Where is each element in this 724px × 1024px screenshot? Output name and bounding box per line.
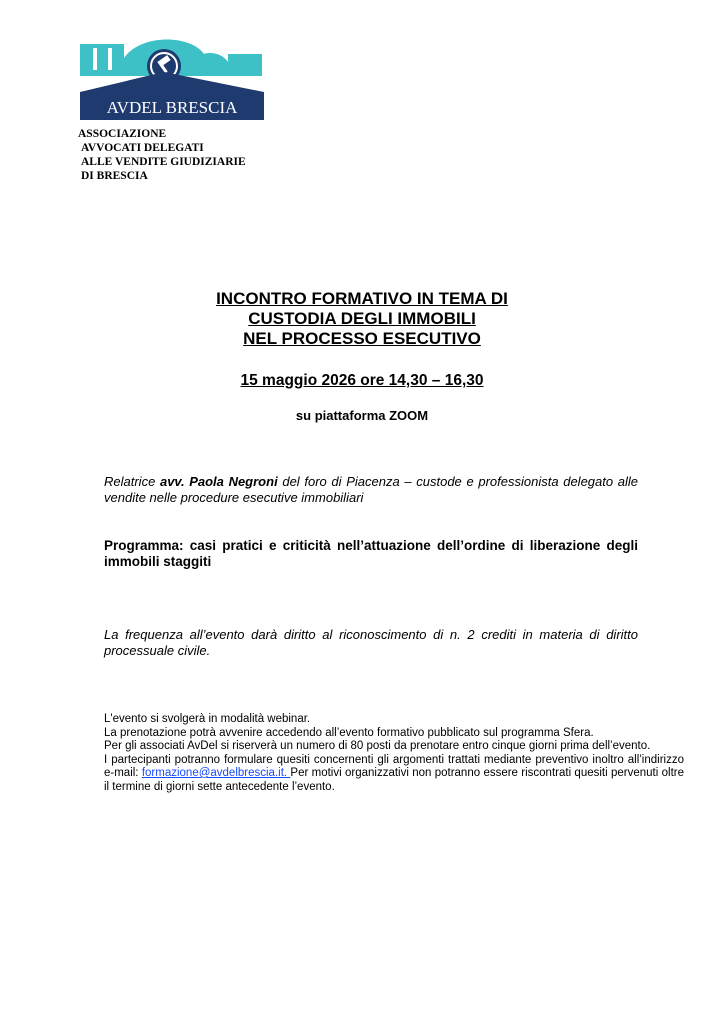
speaker-prefix: Relatrice (104, 474, 160, 489)
info-line: La prenotazione potrà avvenire accedendo all’evento formativo pubblicato sul programma Sfera. (104, 726, 594, 739)
info-paragraph (104, 754, 684, 795)
title-line: CUSTODIA DEGLI IMMOBILI (248, 309, 476, 328)
association-line: DI BRESCIA (81, 170, 148, 182)
info-line: Per gli associati AvDel si riserverà un numero di 80 posti da prenotare entro cinque giorni prima dell’evento. (104, 740, 651, 752)
program-paragraph: Programma: casi pratici e criticità nell’attuazione dell’ordine di liberazione degli immobili staggiti (104, 538, 638, 569)
event-date: 15 maggio 2026 ore 14,30 – 16,30 (240, 372, 484, 389)
credits-paragraph: La frequenza all’evento darà diritto al riconoscimento di n. 2 crediti in materia di diritto processuale civile. (104, 627, 638, 658)
association-line: ASSOCIAZIONE (78, 128, 167, 140)
title-line: INCONTRO FORMATIVO IN TEMA DI (216, 289, 508, 308)
logo-text: AVDEL BRESCIA (106, 98, 238, 117)
event-platform: su piattaforma ZOOM (295, 408, 429, 423)
email-link[interactable]: formazione@avdelbrescia.it. (141, 767, 291, 779)
speaker-description: del foro di Piacenza – custode e professionista delegato alle vendite nelle procedure esecutive immobiliari (104, 474, 638, 505)
speaker-paragraph (104, 474, 638, 506)
association-name (78, 127, 246, 183)
association-line: AVVOCATI DELEGATI (81, 142, 204, 154)
info-text: Per motivi organizzativi non potranno essere riscontrati quesiti pervenuti oltre il termine di giorni sette antecedente l’evento. (104, 767, 684, 793)
info-line: L'evento si svolgerà in modalità webinar. (104, 713, 311, 725)
avdel-logo (80, 34, 264, 120)
title-line: NEL PROCESSO ESECUTIVO (243, 329, 481, 348)
event-title (0, 289, 724, 349)
info-section (104, 713, 684, 794)
info-text: I partecipanti potranno formulare quesiti concernenti gli argomenti trattati mediante preventivo inoltro all’indirizzo e-mail: (104, 753, 684, 779)
association-line: ALLE VENDITE GIUDIZIARIE (81, 156, 246, 168)
speaker-name: avv. Paola Negroni (159, 474, 278, 489)
